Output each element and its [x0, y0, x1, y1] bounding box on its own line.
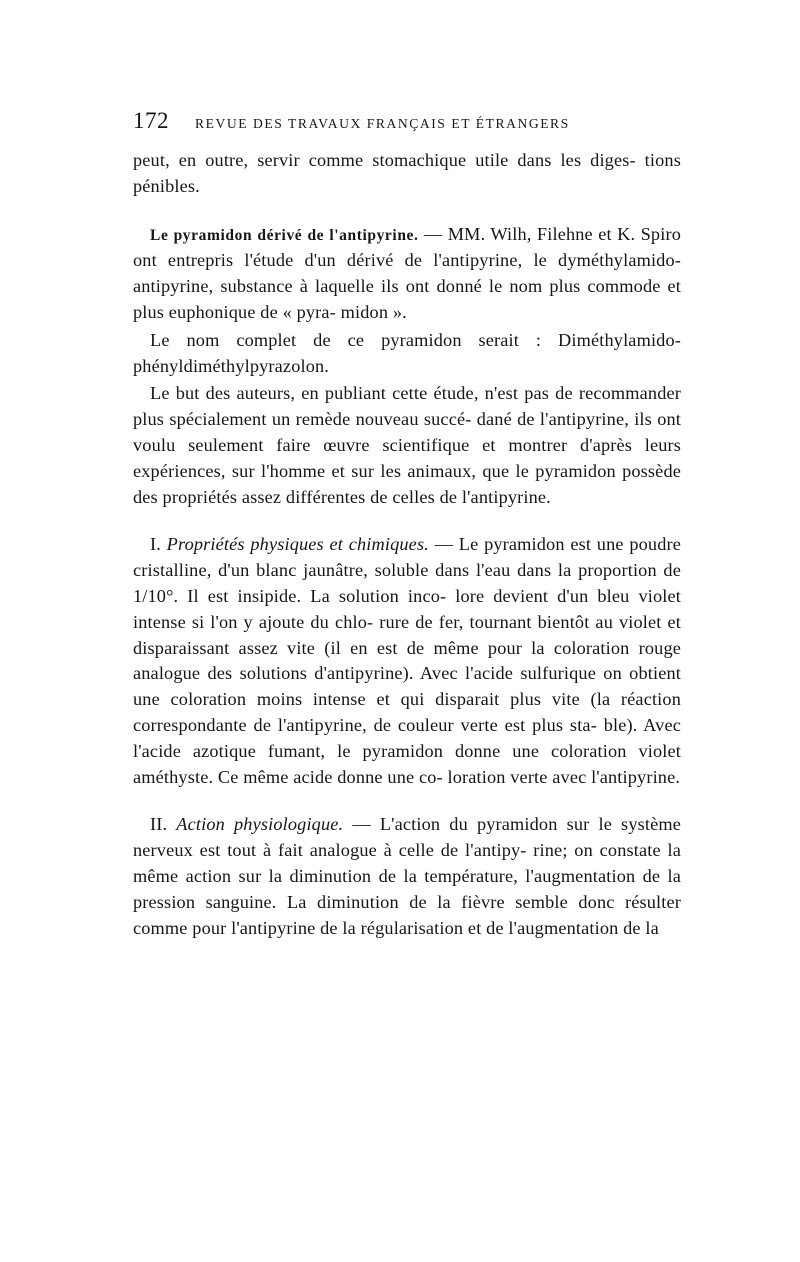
running-head: [133, 108, 681, 148]
section-heading: Propriétés physiques et chimiques.: [166, 534, 429, 555]
paragraph-physical-properties: [133, 532, 681, 790]
paragraph-physiological-action: [133, 812, 681, 941]
paragraph-text: peut, en outre, servir comme stomachique utile dans les diges- tions pénibles.: [133, 150, 681, 196]
paragraph-full-name: [133, 328, 681, 380]
paragraph-text: — MM. Wilh, Filehne et K. Spiro ont entrepris l'étude d'un dérivé de l'antipyrine, le dyméthylamido-antipyrine, substance à laquelle ils ont donné le nom plus commode et plus euphonique de « pyra- midon ».: [133, 223, 681, 322]
paragraph-text: Le nom complet de ce pyramidon serait : Diméthylamido- phényldiméthylpyrazolon.: [133, 329, 681, 376]
section-number: I.: [150, 534, 167, 555]
document-page: [133, 108, 681, 941]
section-number: II.: [150, 814, 177, 835]
paragraph-text: — Le pyramidon est une poudre cristalline, d'un blanc jaunâtre, soluble dans l'eau dans la proportion de 1/10°. Il est insipide. La solution inco- lore devient d'un bleu violet intense si l'on y ajoute du chlo- rure de fer, tournant bientôt au violet et disparaissant assez vite (il en est de même pour la coloration rouge analogue des solutions d'antipyrine). Avec l'acide sulfurique on obtient une coloration moins intense et qui disparait plus vite (la réaction correspondante de l'antipyrine, de couleur verte est plus sta- ble). Avec l'acide azotique fumant, le pyramidon donne une coloration violet améthyste. Ce même acide donne une co- loration verte avec l'antipyrine.: [133, 534, 682, 787]
section-title: Le pyramidon dérivé de l'antipyrine.: [150, 226, 419, 244]
section-heading: Action physiologique.: [176, 814, 344, 835]
page-number: 172: [133, 108, 169, 133]
paragraph-continuation: [133, 148, 681, 200]
paragraph-purpose: [133, 381, 681, 510]
paragraph-pyramidon-intro: [133, 222, 681, 326]
paragraph-text: Le but des auteurs, en publiant cette étude, n'est pas de recommander plus spécialement un remède nouveau succé- dané de l'antipyrine, ils ont voulu seulement faire œuvre scientifique et montrer d'après leurs expériences, sur l'homme et sur les animaux, que le pyramidon possède des propriétés assez différentes de celles de l'antipyrine.: [133, 383, 681, 507]
running-title: REVUE DES TRAVAUX FRANÇAIS ET ÉTRANGERS: [195, 116, 570, 131]
paragraph-text: — L'action du pyramidon sur le système nerveux est tout à fait analogue à celle de l'antipy- rine; on constate la même action sur la diminution de la température, l'augmentation de la pression sanguine. La diminution de la fièvre semble donc résulter comme pour l'antipyrine de la régularisation et de l'augmentation de la: [133, 814, 682, 938]
